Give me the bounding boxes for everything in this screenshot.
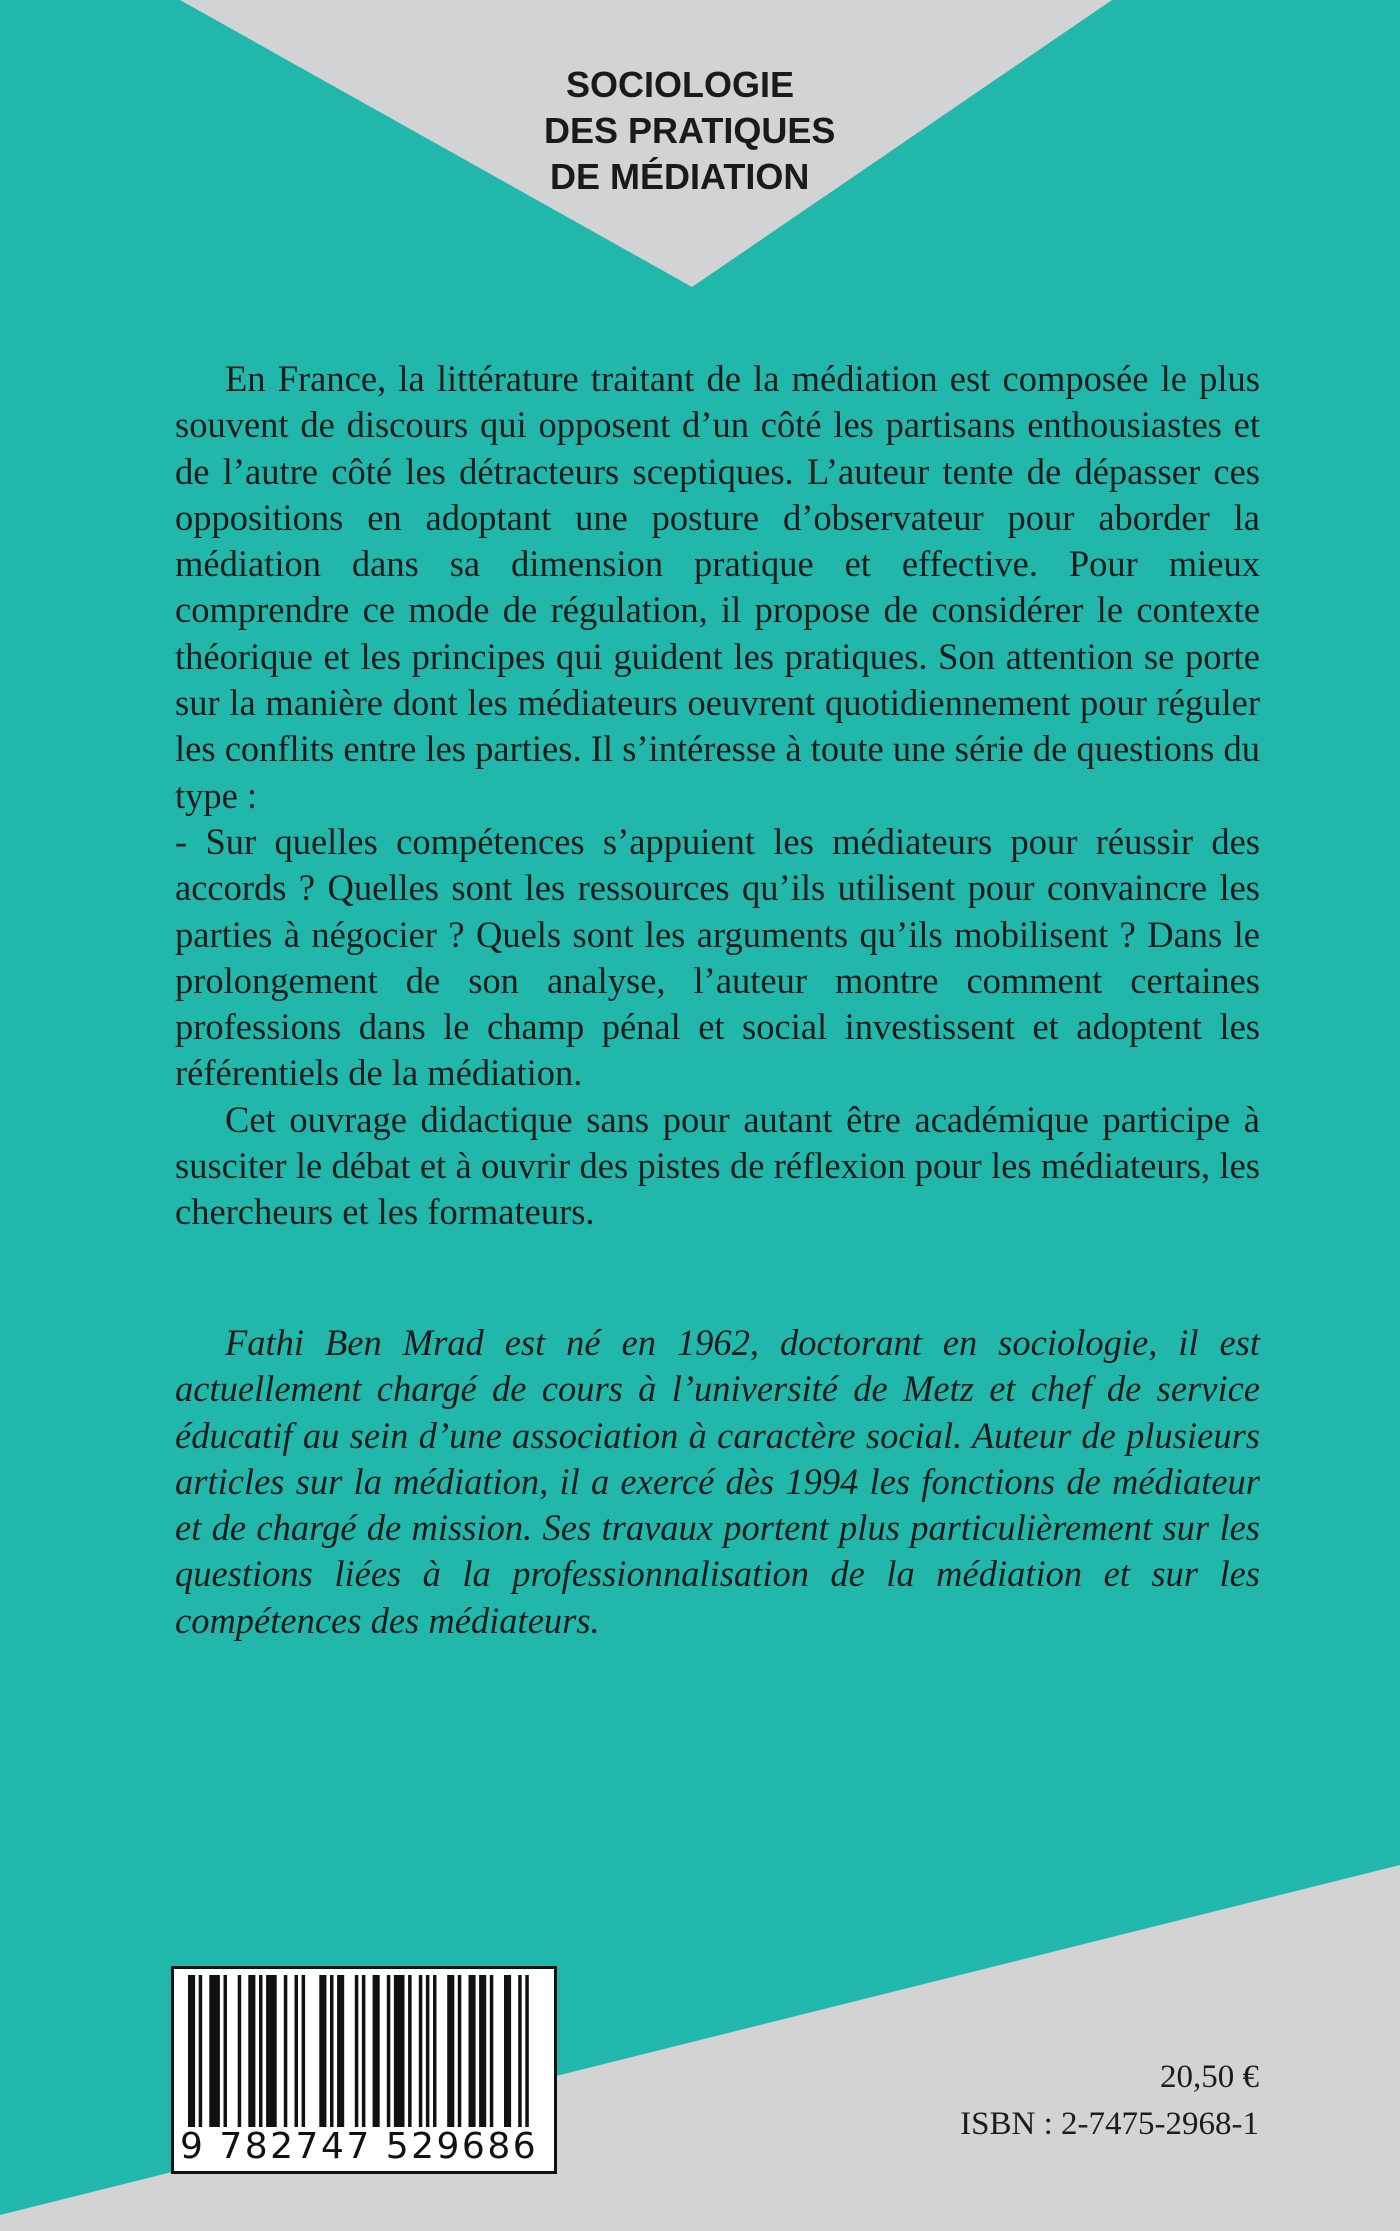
title-line-1: SOCIOLOGIE xyxy=(566,64,795,105)
barcode-bar xyxy=(373,1975,380,2127)
barcode-bar xyxy=(284,1975,288,2127)
barcode-bar xyxy=(525,1975,529,2127)
barcode-bar xyxy=(266,1975,277,2127)
barcode-bar xyxy=(302,1975,306,2127)
summary-paragraph-3: Cet ouvrage didactique sans pour autant être académique participe à susciter le débat et à ouvrir des pistes de réflexion pour les médiateurs, les chercheurs et les formateurs. xyxy=(175,1098,1260,1233)
barcode-bar xyxy=(433,1975,437,2127)
barcode-bar xyxy=(426,1975,430,2127)
barcode-bar xyxy=(259,1975,263,2127)
title-line-3: DE MÉDIATION xyxy=(550,156,810,197)
barcode-bar xyxy=(387,1975,391,2127)
isbn-number: ISBN : 2-7475-2968-1 xyxy=(960,2106,1259,2142)
barcode-bar xyxy=(248,1975,255,2127)
barcode-bar xyxy=(469,1975,476,2127)
isbn-barcode xyxy=(171,1966,557,2174)
barcode-bar xyxy=(238,1975,242,2127)
barcode-bar xyxy=(224,1975,228,2127)
barcode-bar xyxy=(362,1975,366,2127)
barcode-bar xyxy=(458,1975,462,2127)
barcode-bar xyxy=(209,1975,220,2127)
summary-paragraph-1: En France, la littérature traitant de la médiation est composée le plus souvent de discours qui opposent d’un côté les partisans enthousiastes et de l’autre côté les détracteurs sceptiques. L’auteur tente de dépasser ces oppositions en adoptant une posture d’observateur pour aborder la médiation dans sa dimension pratique et effective. Pour mieux comprendre ce mode de régulation, il propose de considérer le contexte théorique et les principes qui guident les pratiques. Son attention se porte sur la manière dont les médiateurs oeuvrent quotidiennement pour réguler les conflits entre les parties. Il s’intéresse à toute une série de questions du type : xyxy=(175,358,1260,816)
barcode-bar xyxy=(295,1975,299,2127)
barcode-bar xyxy=(337,1975,344,2127)
barcode-bar xyxy=(330,1975,334,2127)
barcode-bar xyxy=(504,1975,511,2127)
barcode-bar xyxy=(518,1975,522,2127)
book-title xyxy=(520,62,880,200)
author-biography: Fathi Ben Mrad est né en 1962, doctorant en sociologie, il est actuellement chargé de cours à l’université de Metz et chef de service éducatif au sein d’une association à caractère social. Auteur de plusieurs articles sur la médiation, il a exercé dès 1994 les fonctions de médiateur et de chargé de mission. Ses travaux portent plus particulièrement sur les questions liées à la professionnalisation de la médiation et sur les compétences des médiateurs. xyxy=(175,1322,1260,1641)
barcode-bar xyxy=(199,1975,203,2127)
barcode-bar xyxy=(447,1975,454,2127)
summary-text xyxy=(175,356,1260,1236)
barcode-bar xyxy=(188,1975,195,2127)
barcode-bar xyxy=(408,1975,412,2127)
barcode-bar xyxy=(319,1975,326,2127)
barcode-bar xyxy=(490,1975,494,2127)
barcode-bar xyxy=(394,1975,405,2127)
barcode-digits: 9 782747 529686 xyxy=(180,2126,539,2167)
price: 20,50 € xyxy=(1160,2059,1259,2095)
barcode-bar xyxy=(479,1975,486,2127)
title-line-2: DES PRATIQUES xyxy=(544,110,836,151)
summary-paragraph-2: - Sur quelles compétences s’appuient les médiateurs pour réussir des accords ? Quelles sont les ressources qu’ils utilisent pour convaincre les parties à négocier ? Quels sont les arguments qu’ils mobilisent ? Dans le prolongement de son analyse, l’auteur montre comment certaines professions dans le champ pénal et social investissent et adoptent les référentiels de la médiation. xyxy=(175,820,1260,1094)
barcode-bar xyxy=(419,1975,423,2127)
barcode-bar xyxy=(355,1975,359,2127)
